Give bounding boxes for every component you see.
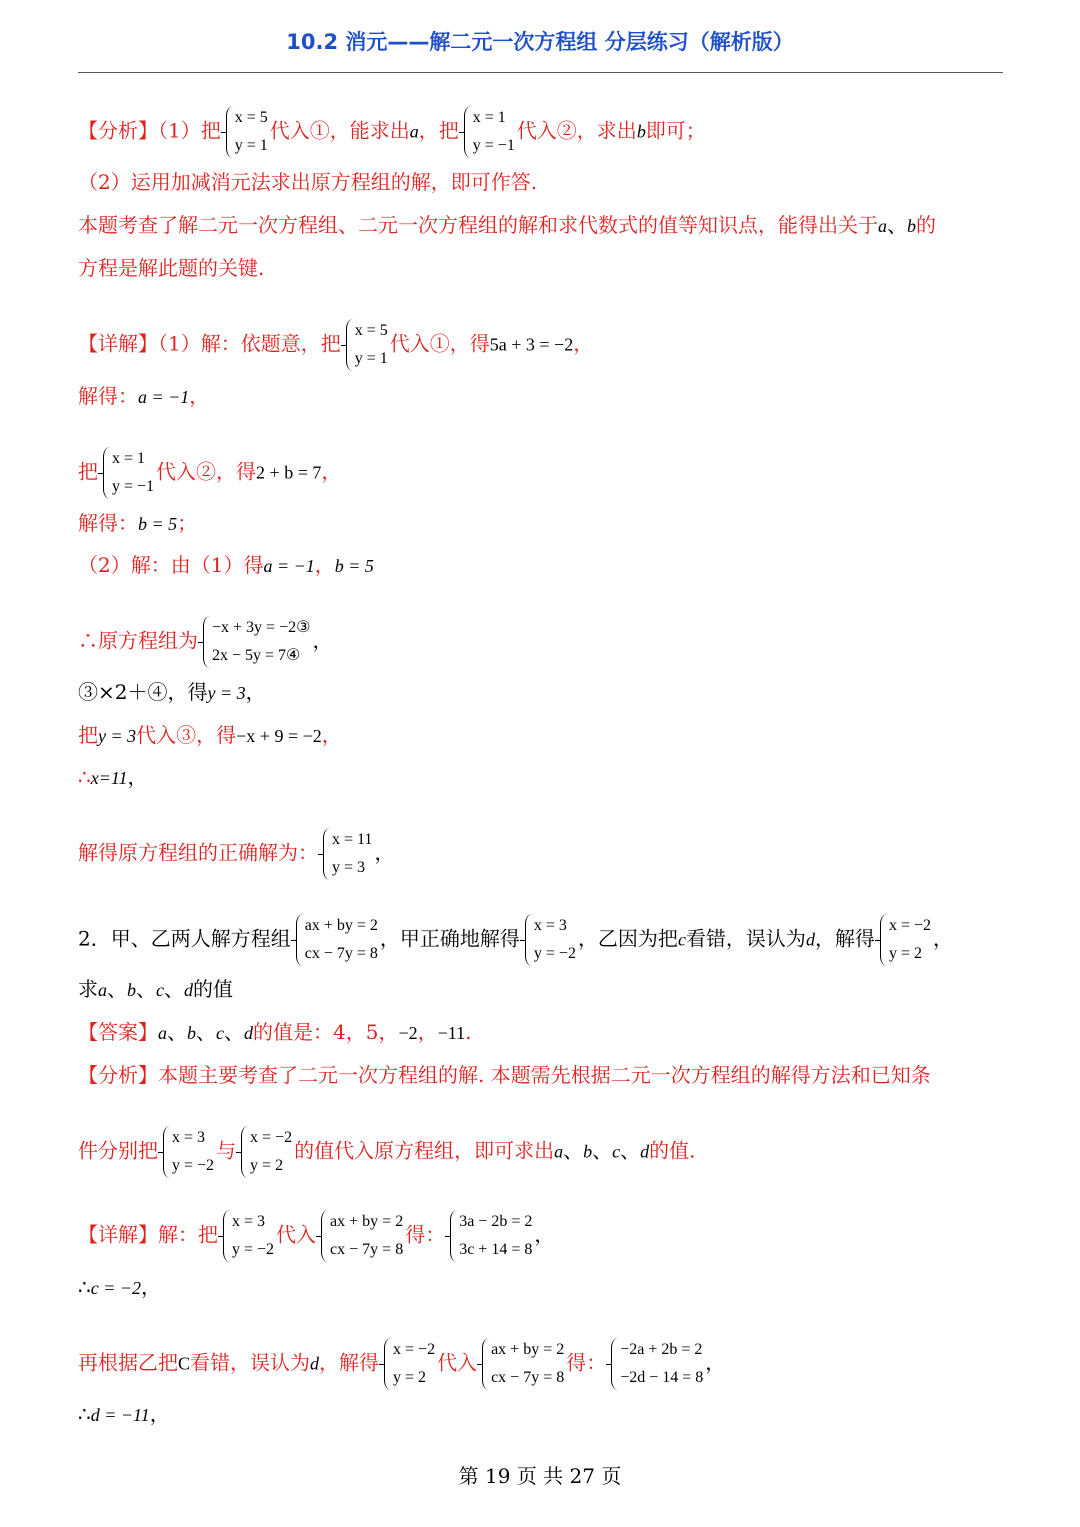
equation: 5a + 3 = −2 bbox=[489, 334, 574, 355]
answer-line: 【答案】a、b、c、d的值是：4，5，−2，−11. bbox=[78, 1020, 472, 1044]
header-rule bbox=[78, 72, 1003, 73]
equation: a = −1 bbox=[138, 387, 190, 407]
text: 代入②，求出 bbox=[516, 118, 637, 143]
system-substituted-2: −2a + 2b = 2 −2d − 14 = 8 bbox=[608, 1336, 703, 1392]
equation: b = 5 bbox=[334, 556, 374, 576]
text: ，把 bbox=[418, 118, 459, 143]
text: 即可； bbox=[645, 118, 706, 143]
analysis-line-2: （2）运用加减消元法求出原方程组的解，即可作答. bbox=[78, 170, 538, 194]
text: 【分析】（1）把 bbox=[78, 118, 221, 143]
analysis-2-line-2: 件分别把 x = 3 y = −2 与 x = −2 y = 2 的值代入原方程组，即可求出a、b、c、d的值. bbox=[78, 1124, 695, 1180]
equation: 2 + b = 7 bbox=[256, 462, 322, 483]
detail-2-line-2: ∴c = −2， bbox=[78, 1275, 162, 1299]
equation: y = 3 bbox=[98, 726, 137, 746]
system-x5-y1: x = 5 y = 1 bbox=[343, 317, 388, 373]
detail-line-1: 【详解】（1）解：依题意，把 x = 5 y = 1 代入①，得5a + 3 = −2， bbox=[78, 317, 593, 373]
equation: a = −1 bbox=[263, 556, 315, 576]
system-question: ax + by = 2 cx − 7y = 8 bbox=[318, 1208, 403, 1264]
system-jia-solution: x = 3 y = −2 bbox=[522, 912, 576, 968]
detail-2-line-4: ∴d = −11， bbox=[78, 1402, 170, 1426]
detail-line-3: 把 x = 1 y = −1 代入②，得2 + b = 7， bbox=[78, 445, 341, 501]
detail-line-7: ③×2＋④，得y = 3， bbox=[78, 680, 266, 704]
var-b: b bbox=[636, 121, 646, 142]
detail-line-5: （2）解：由（1）得a = −1，b = 5 bbox=[78, 553, 374, 577]
equation: y = 3 bbox=[207, 683, 246, 703]
equation: x=11 bbox=[90, 768, 128, 788]
system-x5-y1: x = 5 y = 1 bbox=[223, 104, 268, 160]
detail-2-line-3: 再根据乙把C看错，误认为d，解得 x = −2 y = 2 代入 ax + by = 2 cx − 7y = 8 得： −2a + 2b = 2 −2d − 14 = 8 ， bbox=[78, 1336, 725, 1392]
detail-line-6: ∴原方程组为 −x + 3y = −2③ 2x − 5y = 7④ ， bbox=[78, 614, 332, 670]
system-question: ax + by = 2 cx − 7y = 8 bbox=[293, 912, 378, 968]
detail-line-4: 解得：b = 5； bbox=[78, 511, 198, 535]
detail-line-10: 解得原方程组的正确解为： x = 11 y = 3 ， bbox=[78, 826, 394, 882]
system-x1-ym1: x = 1 y = −1 bbox=[100, 445, 154, 501]
var-b: b bbox=[907, 216, 916, 236]
analysis-2-line-1: 【分析】本题主要考查了二元一次方程组的解. 本题需先根据二元一次方程组的解得方法和已知条 bbox=[78, 1063, 931, 1087]
analysis-line-4: 方程是解此题的关键. bbox=[78, 256, 265, 280]
detail-line-2: 解得：a = −1， bbox=[78, 384, 210, 408]
system-x1-ym1: x = 1 y = −1 bbox=[461, 104, 515, 160]
equation: b = 5 bbox=[138, 514, 178, 534]
var-a: a bbox=[878, 216, 887, 236]
text: 代入①，能求出 bbox=[269, 118, 410, 143]
question-2-line-1: 2．甲、乙两人解方程组 ax + by = 2 cx − 7y = 8 ，甲正确地解得 x = 3 y = −2 ，乙因为把c看错，误认为d，解得 x = −2 y = 2 ， bbox=[78, 912, 953, 968]
page-footer: 第 19 页 共 27 页 bbox=[458, 1464, 622, 1488]
equation: −x + 9 = −2 bbox=[236, 726, 322, 746]
system-yi-solution: x = −2 y = 2 bbox=[877, 912, 931, 968]
page-header-title: 10.2 消元——解二元一次方程组 分层练习（解析版） bbox=[286, 30, 794, 54]
question-2-line-2: 求a、b、c、d的值 bbox=[78, 977, 233, 1001]
system-x3-ym2: x = 3 y = −2 bbox=[220, 1208, 274, 1264]
system-x3-ym2: x = 3 y = −2 bbox=[160, 1124, 214, 1180]
var-a: a bbox=[409, 121, 419, 142]
system-xm2-y2: x = −2 y = 2 bbox=[381, 1336, 435, 1392]
analysis-line-1 bbox=[78, 104, 706, 160]
analysis-line-3: 本题考查了解二元一次方程组、二元一次方程组的解和求代数式的值等知识点，能得出关于a、b的 bbox=[78, 213, 936, 237]
system-solution: x = 11 y = 3 bbox=[320, 826, 372, 882]
detail-line-9: ∴x=11， bbox=[78, 765, 148, 789]
detail-2-line-1: 【详解】解：把 x = 3 y = −2 代入 ax + by = 2 cx − 7y = 8 得： 3a − 2b = 2 3c + 14 = 8 ， bbox=[78, 1208, 554, 1264]
system-xm2-y2: x = −2 y = 2 bbox=[238, 1124, 292, 1180]
system-question: ax + by = 2 cx − 7y = 8 bbox=[479, 1336, 564, 1392]
system-original: −x + 3y = −2③ 2x − 5y = 7④ bbox=[200, 614, 310, 670]
detail-line-8: 把y = 3代入③，得−x + 9 = −2， bbox=[78, 723, 342, 747]
system-substituted-1: 3a − 2b = 2 3c + 14 = 8 bbox=[447, 1208, 532, 1264]
